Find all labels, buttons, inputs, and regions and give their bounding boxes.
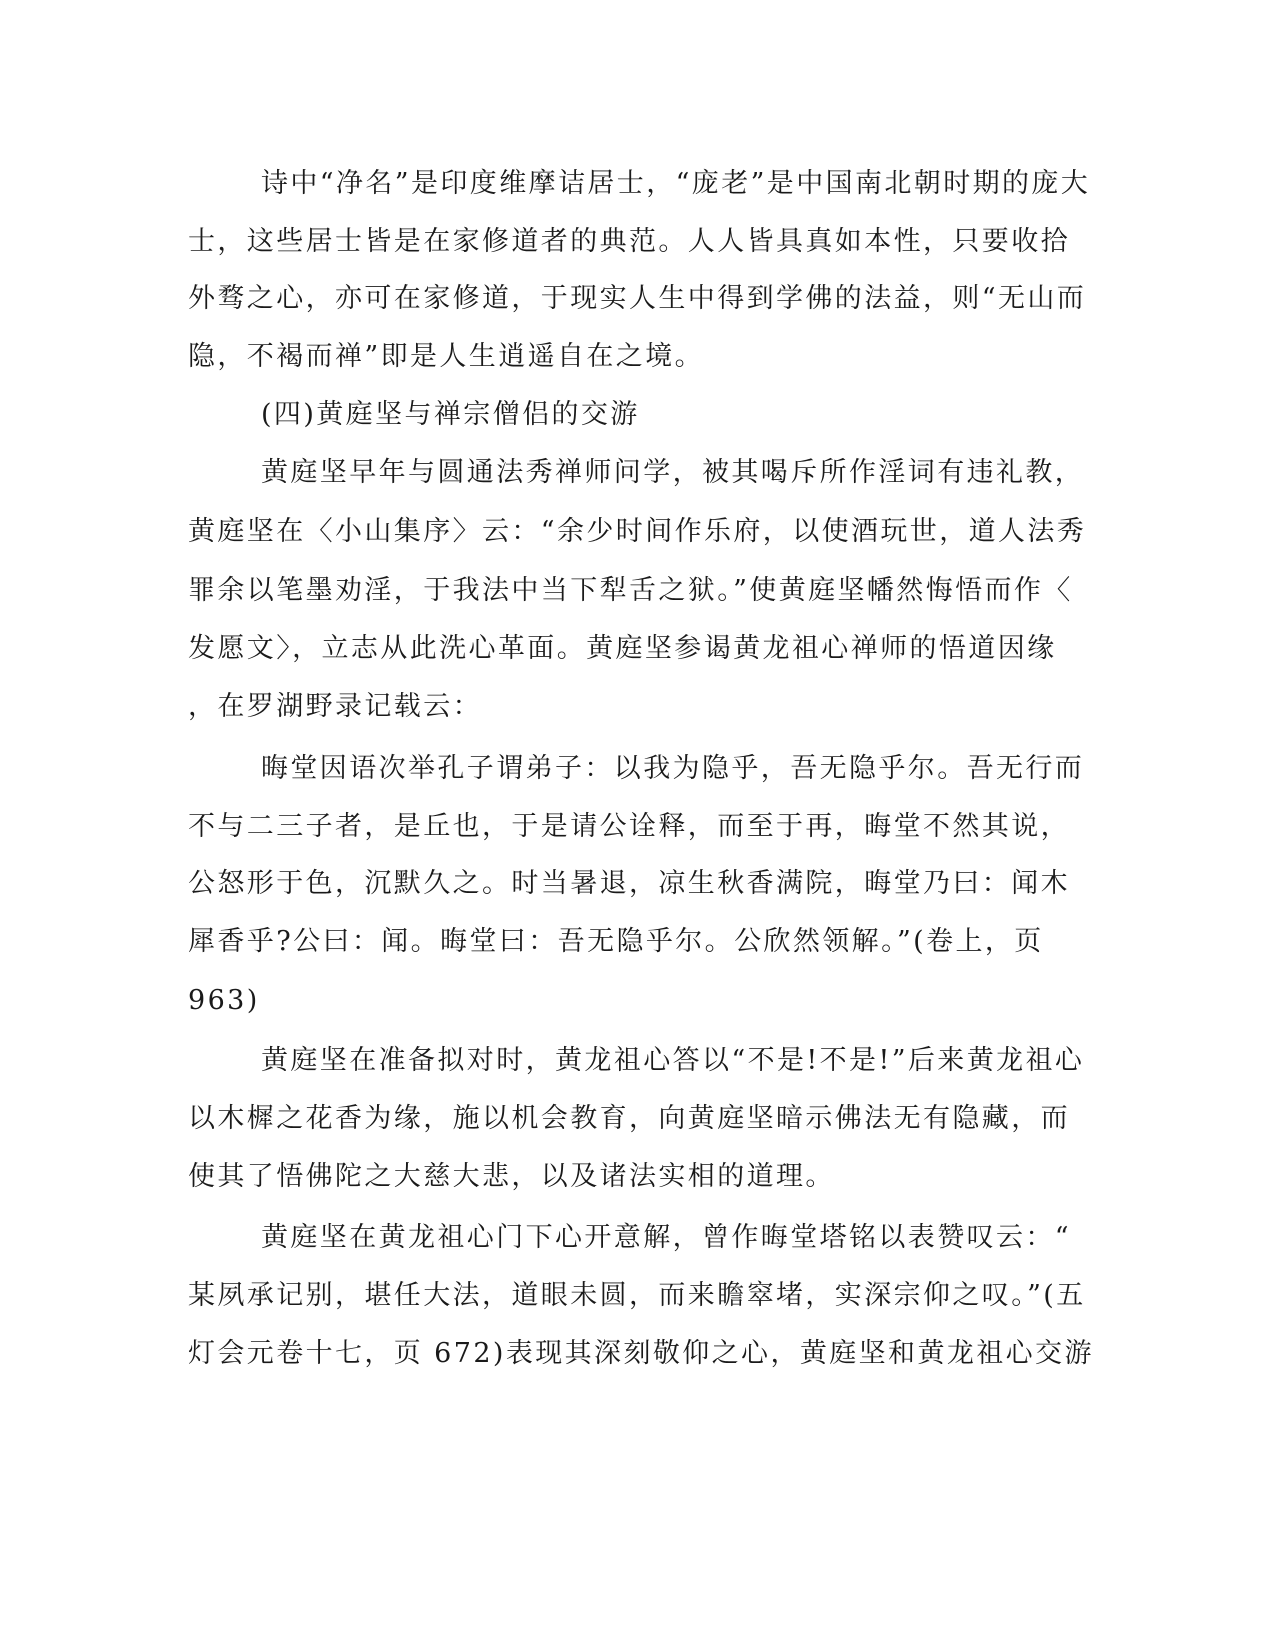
- quote-line: 晦堂因语次举孔子谓弟子：以我为隐乎，吾无隐乎尔。吾无行而: [261, 753, 1085, 784]
- quote-line: 不与二三子者，是丘也，于是请公诠释，而至于再，晦堂不然其说，: [188, 811, 1070, 842]
- quote-line: 犀香乎?公曰：闻。晦堂曰：吾无隐乎尔。公欣然领解。”(卷上，页: [188, 926, 1044, 957]
- text-line: 灯会元卷十七，页 672)表现其深刻敬仰之心，黄庭坚和黄龙祖心交游: [188, 1338, 1094, 1369]
- text-line: 发愿文〉，立志从此洗心革面。黄庭坚参谒黄龙祖心禅师的悟道因缘: [188, 633, 1057, 664]
- quote-line: 963): [188, 985, 260, 1016]
- text-line: 黄庭坚早年与圆通法秀禅师问学，被其喝斥所作淫词有违礼教，: [261, 457, 1085, 488]
- text-line: 罪余以笔墨劝淫，于我法中当下犁舌之狱。”使黄庭坚幡然悔悟而作〈: [188, 575, 1073, 606]
- text-line: 黄庭坚在〈小山集序〉云：“余少时间作乐府，以使酒玩世，道人法秀: [188, 516, 1087, 547]
- section-heading: (四)黄庭坚与禅宗僧侣的交游: [261, 399, 640, 430]
- text-line: 诗中“净名”是印度维摩诘居士，“庞老”是中国南北朝时期的庞大: [261, 168, 1091, 199]
- text-line: 隐，不褐而禅”即是人生逍遥自在之境。: [188, 341, 705, 372]
- text-line: 外骛之心，亦可在家修道，于现实人生中得到学佛的法益，则“无山而: [188, 283, 1087, 314]
- quote-line: 公怒形于色，沉默久之。时当暑退，凉生秋香满院，晦堂乃曰：闻木: [188, 868, 1070, 899]
- text-line: 某夙承记别，堪任大法，道眼未圆，而来瞻窣堵，实深宗仰之叹。”(五: [188, 1280, 1086, 1311]
- text-line: 使其了悟佛陀之大慈大悲，以及诸法实相的道理。: [188, 1161, 835, 1192]
- text-line: 黄庭坚在准备拟对时，黄龙祖心答以“不是!不是!”后来黄龙祖心: [261, 1045, 1085, 1076]
- text-line: 黄庭坚在黄龙祖心门下心开意解，曾作晦堂塔铭以表赞叹云：“: [261, 1222, 1072, 1253]
- text-line: ，在罗湖野录记载云：: [188, 691, 482, 722]
- text-line: 以木樨之花香为缘，施以机会教育，向黄庭坚暗示佛法无有隐藏，而: [188, 1103, 1070, 1134]
- text-line: 士，这些居士皆是在家修道者的典范。人人皆具真如本性，只要收拾: [188, 226, 1070, 257]
